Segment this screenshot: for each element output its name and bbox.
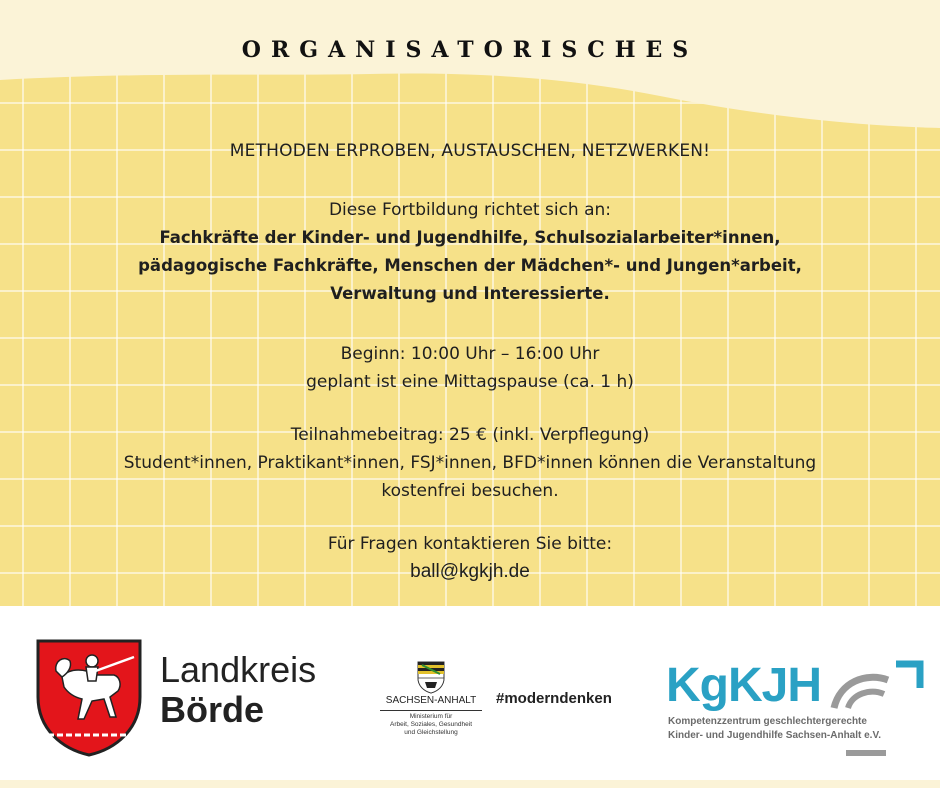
contact-prompt: Für Fragen kontaktieren Sie bitte: <box>327 534 613 554</box>
kgkjh-underline-bar <box>846 750 886 756</box>
kgkjh-wordmark: KgKJH <box>666 659 822 712</box>
kgkjh-subtitle-line-2: Kinder- und Jugendhilfe Sachsen-Anhalt e.V. <box>668 730 881 741</box>
footer-strip <box>0 780 940 788</box>
fee-section <box>60 421 880 505</box>
ministry-line-2: Arbeit, Soziales, Gesundheit <box>389 721 473 728</box>
sachsen-anhalt-divider <box>380 710 482 711</box>
fee-free-line-1: Student*innen, Praktikant*innen, FSJ*innen, BFD*innen können die Veranstaltung <box>123 453 817 473</box>
audience-intro: Diese Fortbildung richtet sich an: <box>328 200 612 220</box>
audience-section <box>60 196 880 308</box>
landkreis-boerde-shield-icon <box>34 637 144 759</box>
tagline: METHODEN ERPROBEN, AUSTAUSCHEN, NETZWERKEN! <box>229 141 711 161</box>
kgkjh-subtitle-line-1: Kompetenzzentrum geschlechtergerechte <box>668 716 867 727</box>
ministry-label <box>380 713 482 737</box>
moderndenken-hashtag: #moderndenken <box>496 690 612 707</box>
kgkjh-subtitle <box>668 715 881 743</box>
schedule-note: geplant ist eine Mittagspause (ca. 1 h) <box>306 372 634 392</box>
fee-free-line-2: kostenfrei besuchen. <box>381 481 559 501</box>
ministry-line-3: und Gleichstellung <box>404 729 458 736</box>
landkreis-boerde-wordmark <box>160 650 316 730</box>
audience-line-1: Fachkräfte der Kinder- und Jugendhilfe, Schulsozialarbeiter*innen, <box>159 228 781 247</box>
schedule-section <box>60 340 880 396</box>
ministry-line-1: Ministerium für <box>409 713 453 720</box>
sachsen-anhalt-label: SACHSEN-ANHALT <box>385 695 477 706</box>
landkreis-line-2: Börde <box>160 689 265 730</box>
kgkjh-arc-icon <box>826 660 924 720</box>
page-title: ORGANISATORISCHES <box>241 37 699 63</box>
audience-line-2: pädagogische Fachkräfte, Menschen der Mädchen*- und Jungen*arbeit, <box>138 256 802 275</box>
schedule-time: Beginn: 10:00 Uhr – 16:00 Uhr <box>340 344 600 364</box>
fee-amount: Teilnahmebeitrag: 25 € (inkl. Verpflegung) <box>290 425 650 445</box>
sachsen-anhalt-coat-of-arms-icon <box>416 660 446 694</box>
landkreis-line-1: Landkreis <box>160 649 317 690</box>
contact-section <box>60 530 880 586</box>
audience-line-3: Verwaltung und Interessierte. <box>330 284 610 303</box>
contact-email[interactable]: ball@kgkjh.de <box>410 561 530 582</box>
